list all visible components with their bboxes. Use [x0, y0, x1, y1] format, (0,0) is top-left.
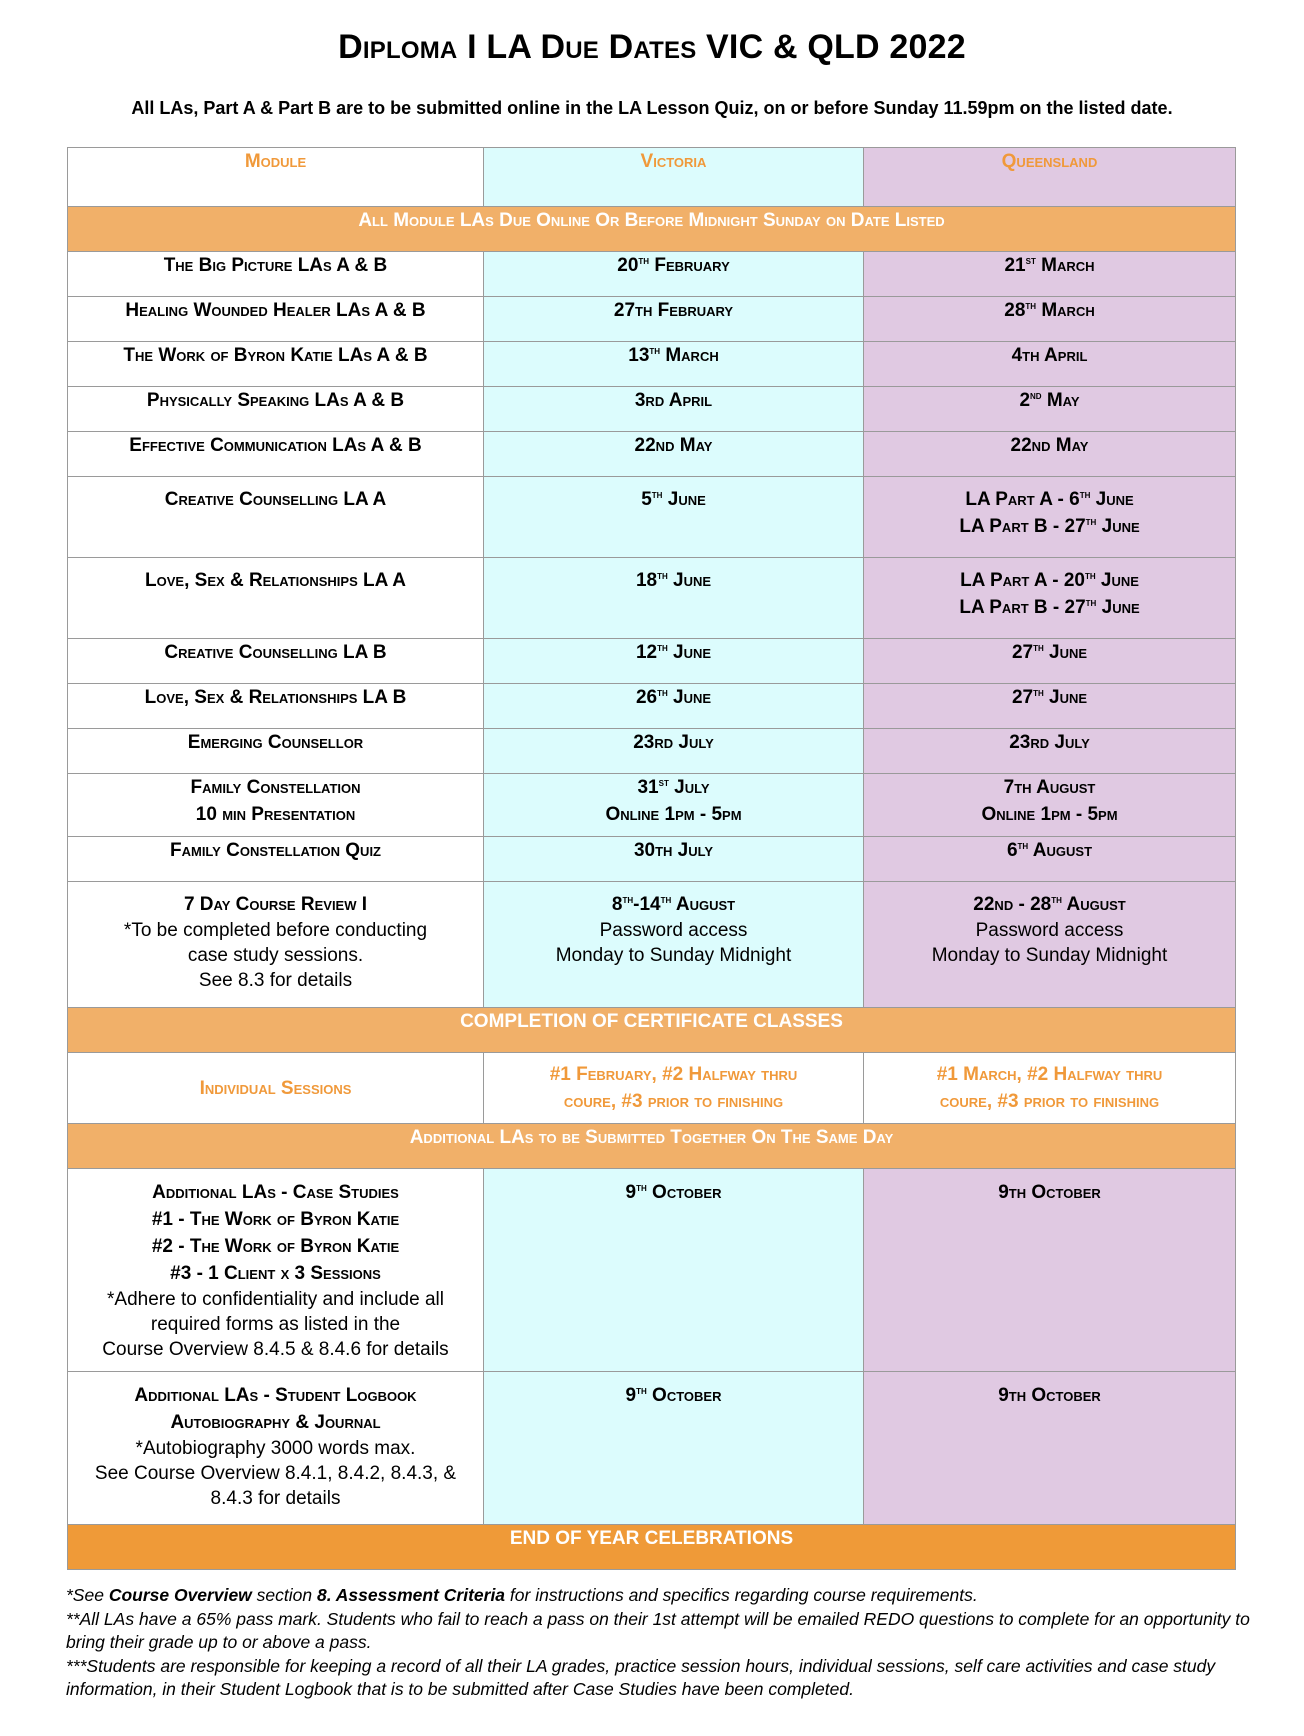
footnote-1: *See Course Overview section 8. Assessment Criteria for instructions and specifics regarding course requirements.	[66, 1585, 978, 1605]
table-row	[68, 837, 1236, 882]
banner-text: All Module LAs Due Online Or Before Midnight Sunday on Date Listed	[68, 207, 1236, 252]
qld-date: 9th October	[864, 1169, 1236, 1372]
module-name: Additional LAs - Case Studies #1 - The Work of Byron Katie #2 - The Work of Byron Katie #3 - 1 Client x 3 Sessions *Adhere to confidentiality and include all required forms as listed in the Course Overview 8.4.5 & 8.4.6 for details	[68, 1169, 484, 1372]
vic-date: 27th February	[484, 297, 864, 342]
qld-date: 9th October	[864, 1372, 1236, 1525]
module-name: Family Constellation 10 min Presentation	[68, 774, 484, 837]
qld-date: LA Part A - 20th June LA Part B - 27th June	[864, 558, 1236, 639]
page-title: Diploma I LA Due Dates VIC & QLD 2022	[338, 28, 966, 66]
module-name: Healing Wounded Healer LAs A & B	[68, 297, 484, 342]
banner-text: COMPLETION OF CERTIFICATE CLASSES	[68, 1008, 1236, 1053]
vic-date: 18th June	[484, 558, 864, 639]
due-dates-table	[67, 147, 1236, 1570]
section-banner-additional	[68, 1124, 1236, 1169]
vic-date: 12th June	[484, 639, 864, 684]
table-row	[68, 1372, 1236, 1525]
qld-date: 27th June	[864, 684, 1236, 729]
qld-date: 28th March	[864, 297, 1236, 342]
qld-date: 27th June	[864, 639, 1236, 684]
section-banner-module-las	[68, 207, 1236, 252]
table-row	[68, 882, 1236, 1008]
vic-date: 13th March	[484, 342, 864, 387]
vic-date: 9th October	[484, 1372, 864, 1525]
vic-date: 23rd July	[484, 729, 864, 774]
header-module: Module	[68, 148, 484, 207]
module-name: The Big Picture LAs A & B	[68, 252, 484, 297]
banner-text: Additional LAs to be Submitted Together On The Same Day	[68, 1124, 1236, 1169]
vic-date: 22nd May	[484, 432, 864, 477]
module-name: Creative Counselling LA A	[68, 477, 484, 558]
qld-date: 21st March	[864, 252, 1236, 297]
table-row	[68, 774, 1236, 837]
table-row	[68, 387, 1236, 432]
table-row	[68, 252, 1236, 297]
section-banner-certificate	[68, 1008, 1236, 1053]
qld-sessions: #1 March, #2 Halfway thru coure, #3 prior to finishing	[864, 1053, 1236, 1124]
table-row	[68, 639, 1236, 684]
vic-date: 20th February	[484, 252, 864, 297]
qld-date: 2nd May	[864, 387, 1236, 432]
qld-date: 6th August	[864, 837, 1236, 882]
module-name: Effective Communication LAs A & B	[68, 432, 484, 477]
module-name: Family Constellation Quiz	[68, 837, 484, 882]
submission-instructions: All LAs, Part A & Part B are to be submitted online in the LA Lesson Quiz, on or before Sunday 11.59pm on the listed date.	[131, 98, 1173, 118]
module-name: 7 Day Course Review I *To be completed before conducting case study sessions. See 8.3 for details	[68, 882, 484, 1008]
table-header-row	[68, 148, 1236, 207]
vic-date: 30th July	[484, 837, 864, 882]
table-row	[68, 684, 1236, 729]
qld-date: LA Part A - 6th June LA Part B - 27th June	[864, 477, 1236, 558]
table-row	[68, 297, 1236, 342]
vic-date: 8th-14th August Password access Monday to Sunday Midnight	[484, 882, 864, 1008]
vic-date: 3rd April	[484, 387, 864, 432]
footnotes	[66, 1584, 1256, 1702]
table-row	[68, 1169, 1236, 1372]
vic-date: 31st July Online 1pm - 5pm	[484, 774, 864, 837]
module-name: The Work of Byron Katie LAs A & B	[68, 342, 484, 387]
vic-date: 26th June	[484, 684, 864, 729]
vic-date: 5th June	[484, 477, 864, 558]
table-row	[68, 342, 1236, 387]
table-row-individual-sessions	[68, 1053, 1236, 1124]
module-name: Additional LAs - Student Logbook Autobiography & Journal *Autobiography 3000 words max. See Course Overview 8.4.1, 8.4.2, 8.4.3, & 8.4.3 for details	[68, 1372, 484, 1525]
module-name: Emerging Counsellor	[68, 729, 484, 774]
qld-date: 4th April	[864, 342, 1236, 387]
module-name: Physically Speaking LAs A & B	[68, 387, 484, 432]
vic-date: 9th October	[484, 1169, 864, 1372]
qld-date: 23rd July	[864, 729, 1236, 774]
qld-date: 7th August Online 1pm - 5pm	[864, 774, 1236, 837]
table-row	[68, 558, 1236, 639]
header-queensland: Queensland	[864, 148, 1236, 207]
qld-date: 22nd - 28th August Password access Monday to Sunday Midnight	[864, 882, 1236, 1008]
module-name: Love, Sex & Relationships LA B	[68, 684, 484, 729]
footnote-3: ***Students are responsible for keeping a record of all their LA grades, practice session hours, individual sessions, self care activities and case study information, in their Student Logbook that is to be submitted after Case Studies have been completed.	[66, 1655, 1216, 1699]
table-row	[68, 432, 1236, 477]
banner-text: END OF YEAR CELEBRATIONS	[68, 1525, 1236, 1570]
header-victoria: Victoria	[484, 148, 864, 207]
qld-date: 22nd May	[864, 432, 1236, 477]
section-banner-end-of-year	[68, 1525, 1236, 1570]
module-name: Love, Sex & Relationships LA A	[68, 558, 484, 639]
module-name: Individual Sessions	[68, 1053, 484, 1124]
table-row	[68, 729, 1236, 774]
module-name: Creative Counselling LA B	[68, 639, 484, 684]
table-row	[68, 477, 1236, 558]
vic-sessions: #1 February, #2 Halfway thru coure, #3 prior to finishing	[484, 1053, 864, 1124]
footnote-2: **All LAs have a 65% pass mark. Students who fail to reach a pass on their 1st attempt will be emailed REDO questions to complete for an opportunity to bring their grade up to or above a pass.	[66, 1608, 1250, 1652]
